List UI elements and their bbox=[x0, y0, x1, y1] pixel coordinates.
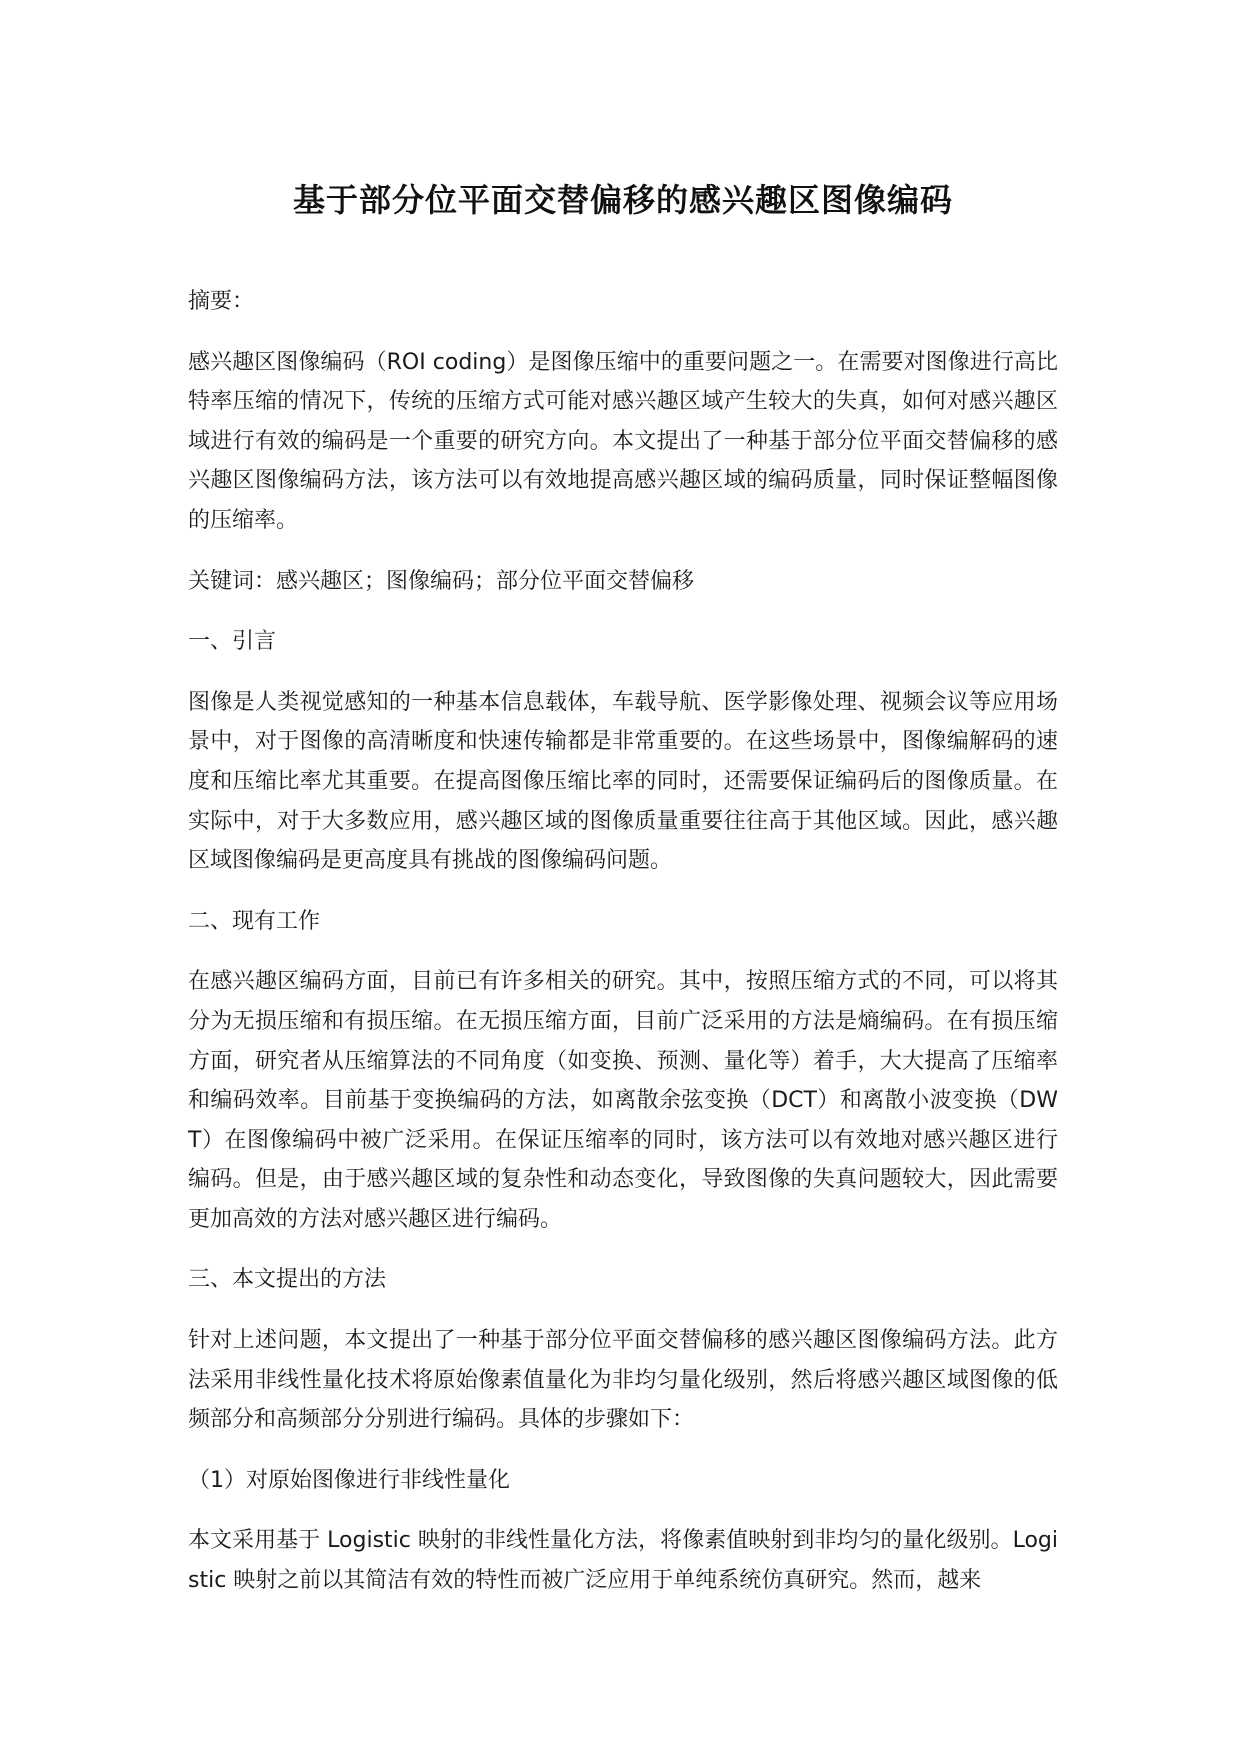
step-heading-quantization: （1）对原始图像进行非线性量化 bbox=[188, 1467, 510, 1493]
method-paragraph: 针对上述问题，本文提出了一种基于部分位平面交替偏移的感兴趣区图像编码方法。此方法采用非线性量化技术将原始像素值量化为非均匀量化级别，然后将感兴趣区域图像的低频部分和高频部分分别进行编码。具体的步骤如下： bbox=[188, 1328, 1058, 1433]
introduction-paragraph: 图像是人类视觉感知的一种基本信息载体，车载导航、医学影像处理、视频会议等应用场景中，对于图像的高清晰度和快速传输都是非常重要的。在这些场景中，图像编解码的速度和压缩比率尤其重要。在提高图像压缩比率的同时，还需要保证编码后的图像质量。在实际中，对于大多数应用，感兴趣区域的图像质量重要往往高于其他区域。因此，感兴趣区域图像编码是更高度具有挑战的图像编码问题。 bbox=[188, 689, 1058, 874]
related-work-paragraph: 在感兴趣区编码方面，目前已有许多相关的研究。其中，按照压缩方式的不同，可以将其分为无损压缩和有损压缩。在无损压缩方面，目前广泛采用的方法是熵编码。在有损压缩方面，研究者从压缩算法的不同角度（如变换、预测、量化等）着手，大大提高了压缩率和编码效率。目前基于变换编码的方法，如离散余弦变换（DCT）和离散小波变换（DWT）在图像编码中被广泛采用。在保证压缩率的同时，该方法可以有效地对感兴趣区进行编码。但是，由于感兴趣区域的复杂性和动态变化，导致图像的失真问题较大，因此需要更加高效的方法对感兴趣区进行编码。 bbox=[188, 969, 1058, 1232]
section-heading-related-work: 二、现有工作 bbox=[188, 908, 321, 934]
document-body bbox=[188, 176, 1058, 1622]
abstract-label: 摘要： bbox=[188, 289, 255, 314]
abstract-paragraph: 感兴趣区图像编码（ROI coding）是图像压缩中的重要问题之一。在需要对图像进行高比特率压缩的情况下，传统的压缩方式可能对感兴趣区域产生较大的失真，如何对感兴趣区域进行有效的编码是一个重要的研究方向。本文提出了一种基于部分位平面交替偏移的感兴趣区图像编码方法，该方法可以有效地提高感兴趣区域的编码质量，同时保证整幅图像的压缩率。 bbox=[188, 349, 1058, 533]
keywords-line: 关键词：感兴趣区；图像编码；部分位平面交替偏移 bbox=[188, 568, 695, 594]
section-heading-introduction: 一、引言 bbox=[188, 629, 277, 655]
document-title: 基于部分位平面交替偏移的感兴趣区图像编码 bbox=[292, 181, 953, 219]
section-heading-method: 三、本文提出的方法 bbox=[188, 1267, 387, 1293]
quantization-paragraph: 本文采用基于 Logistic 映射的非线性量化方法，将像素值映射到非均匀的量化级别。Logistic 映射之前以其简洁有效的特性而被广泛应用于单纯系统仿真研究。然而，越来 bbox=[188, 1528, 1058, 1594]
